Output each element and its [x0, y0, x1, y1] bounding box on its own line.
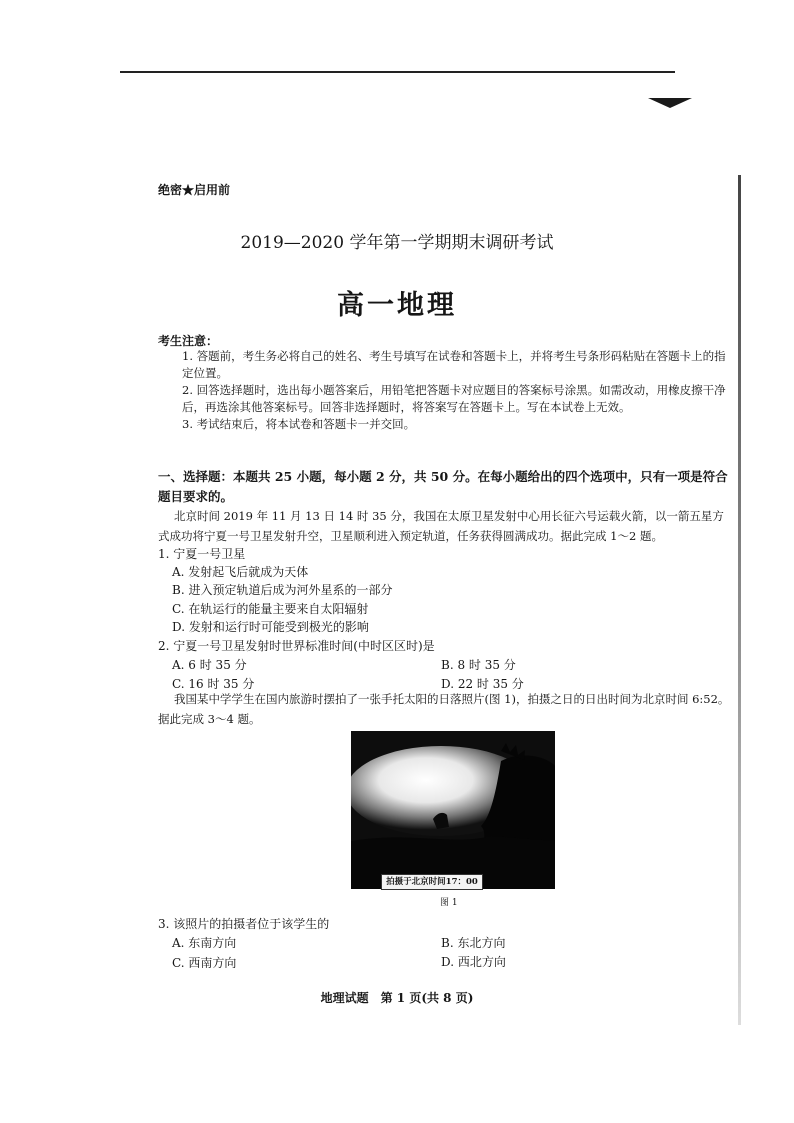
q2-option-b: B. 8 时 35 分	[441, 658, 516, 672]
exam-title: 2019—2020 学年第一学期期末调研考试	[240, 233, 554, 253]
passage-intro-1: 北京时间 2019 年 11 月 13 日 14 时 35 分，我国在太原卫星发射中心用长征六号运载火箭，以一箭五星方式成功将宁夏一号卫星发射升空，卫星顺利进入预定轨道，任务获得圆满成功。据此完成 1～2 题。	[158, 509, 724, 543]
subject-title: 高一地理	[337, 290, 457, 321]
q1-option-c: C. 在轨运行的能量主要来自太阳辐射	[172, 602, 369, 616]
notice-item-1: 1. 答题前，考生务必将自己的姓名、考生号填写在试卷和答题卡上，并将考生号条形码粘贴在答题卡上的指定位置。	[182, 349, 726, 380]
notice-item-3: 3. 考试结束后，将本试卷和答题卡一并交回。	[182, 417, 416, 431]
q2-option-c: C. 16 时 35 分	[172, 677, 255, 691]
q2-option-d: D. 22 时 35 分	[441, 677, 524, 691]
sunset-photo	[351, 731, 555, 889]
passage-intro-2: 我国某中学学生在国内旅游时摆拍了一张手托太阳的日落照片(图 1)，拍摄之日的日出时间为北京时间 6:52。据此完成 3～4 题。	[158, 692, 730, 726]
q1-option-a: A. 发射起飞后就成为天体	[172, 565, 309, 579]
q1-option-b: B. 进入预定轨道后成为河外星系的一部分	[172, 583, 393, 597]
q1-option-d: D. 发射和运行时可能受到极光的影响	[172, 620, 369, 634]
question-3-stem: 3. 该照片的拍摄者位于该学生的	[158, 917, 330, 931]
figure-label: 图 1	[440, 898, 458, 908]
corner-mark	[648, 98, 692, 108]
secret-label: 绝密★启用前	[158, 183, 231, 197]
q2-option-a: A. 6 时 35 分	[172, 658, 247, 672]
q3-option-c: C. 西南方向	[172, 956, 237, 970]
notice-item-2: 2. 回答选择题时，选出每小题答案后，用铅笔把答题卡对应题目的答案标号涂黑。如需改动，用橡皮擦干净后，再选涂其他答案标号。回答非选择题时，将答案写在答题卡上。写在本试卷上无效。	[182, 383, 726, 414]
question-1-stem: 1. 宁夏一号卫星	[158, 547, 246, 561]
q3-option-d: D. 西北方向	[441, 955, 506, 969]
notice-heading: 考生注意：	[158, 334, 219, 348]
top-rule	[120, 71, 675, 73]
question-2-stem: 2. 宁夏一号卫星发射时世界标准时间(中时区区时)是	[158, 639, 435, 653]
q3-option-a: A. 东南方向	[172, 936, 237, 950]
photo-caption: 拍摄于北京时间17：00	[381, 874, 483, 890]
page-footer: 地理试题 第 1 页(共 8 页)	[320, 991, 474, 1005]
section-heading: 一、选择题：本题共 25 小题，每小题 2 分，共 50 分。在每小题给出的四个选项中，只有一项是符合题目要求的。	[158, 469, 728, 504]
q3-option-b: B. 东北方向	[441, 936, 506, 950]
